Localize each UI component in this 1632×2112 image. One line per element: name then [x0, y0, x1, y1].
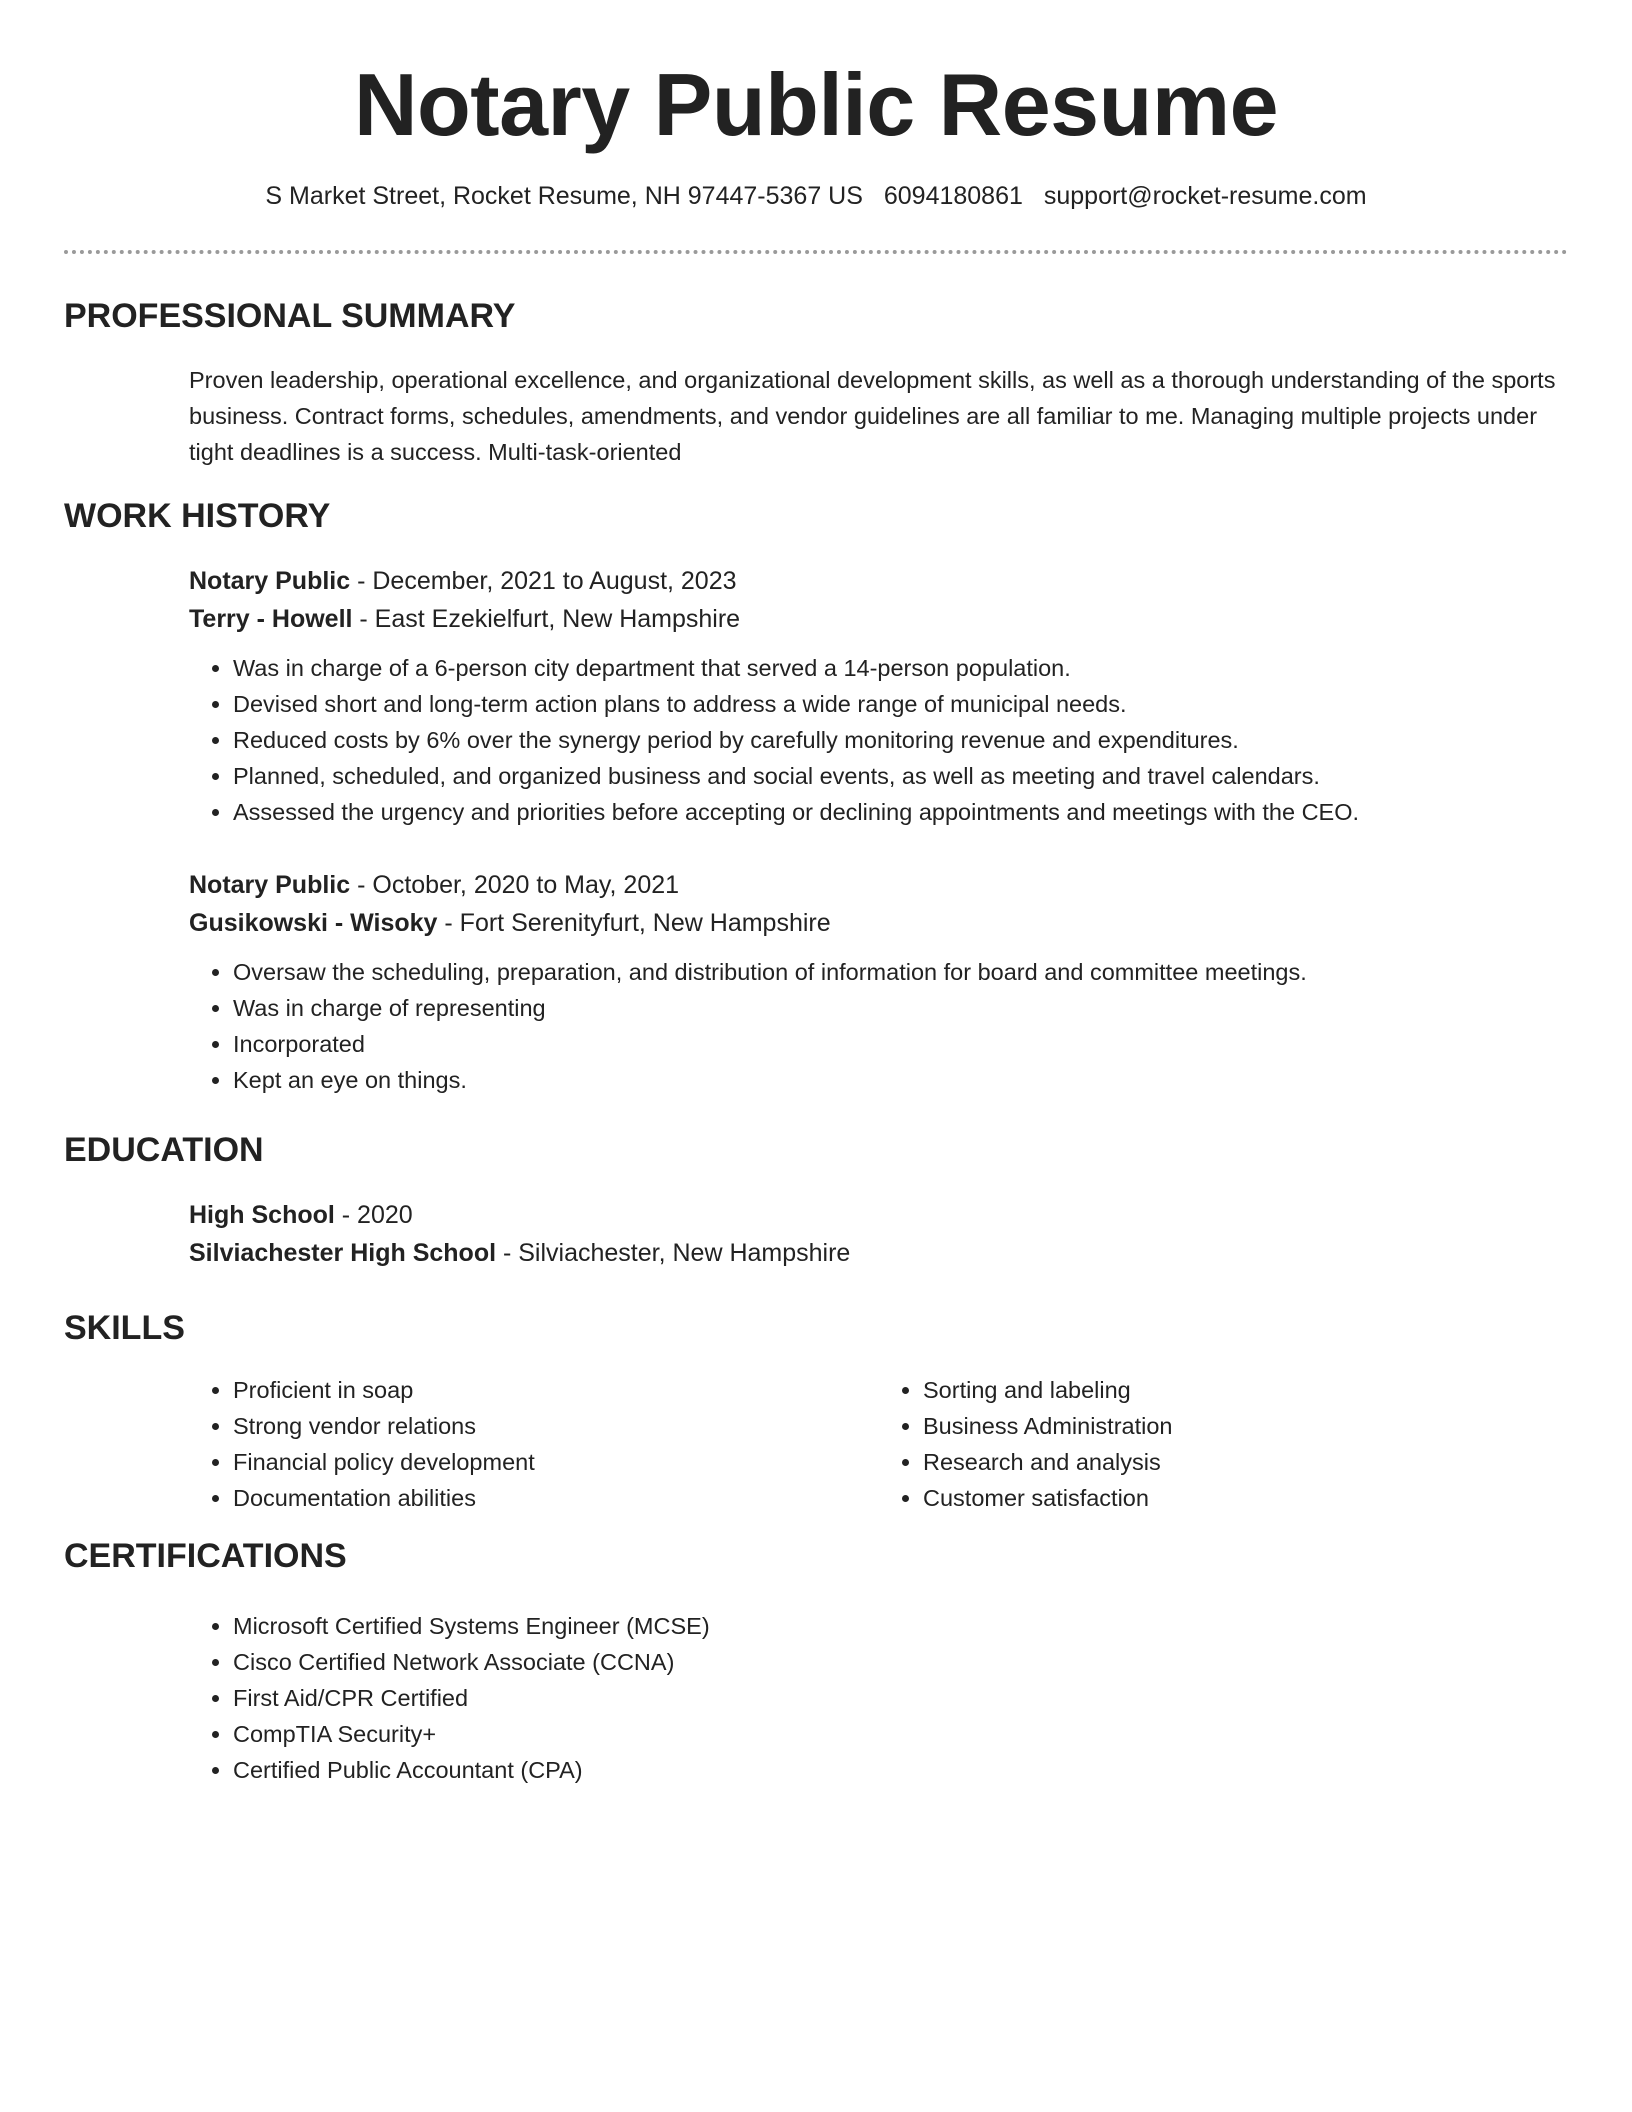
contact-phone: 6094180861 — [883, 182, 1023, 210]
skill-item: • Customer satisfaction — [923, 1480, 1569, 1516]
job-bullet: • Oversaw the scheduling, preparation, and distribution of information for board and committee meetings. — [233, 954, 1569, 990]
certification-item: • CompTIA Security+ — [233, 1716, 1569, 1752]
education-entry — [189, 1196, 1569, 1272]
certification-item: • First Aid/CPR Certified — [233, 1680, 1569, 1716]
job-bullets — [189, 954, 1569, 1098]
skill-item: • Sorting and labeling — [923, 1372, 1569, 1408]
work-history-heading: WORK HISTORY — [64, 497, 331, 535]
job-bullet: • Was in charge of representing — [233, 990, 1569, 1026]
contact-line — [0, 180, 1632, 213]
job-bullet: • Was in charge of a 6-person city department that served a 14-person population. — [233, 650, 1569, 686]
job-dates: - October, 2020 to May, 2021 — [350, 871, 680, 899]
job-location: - Fort Serenityfurt, New Hampshire — [437, 909, 831, 937]
header-divider — [64, 250, 1568, 254]
skill-item: • Financial policy development — [233, 1444, 879, 1480]
job-company: Gusikowski - Wisoky — [189, 909, 438, 937]
job-company-line — [189, 904, 1569, 942]
skills-block — [189, 1372, 1569, 1516]
skill-item: • Business Administration — [923, 1408, 1569, 1444]
contact-email: support@rocket-resume.com — [1043, 182, 1367, 210]
skills-heading: SKILLS — [64, 1309, 185, 1347]
job-company-line — [189, 600, 1569, 638]
skill-item: • Proficient in soap — [233, 1372, 879, 1408]
certification-item: • Certified Public Accountant (CPA) — [233, 1752, 1569, 1788]
job-bullets — [189, 650, 1569, 830]
skill-item: • Strong vendor relations — [233, 1408, 879, 1444]
job-bullet: • Reduced costs by 6% over the synergy period by carefully monitoring revenue and expenditures. — [233, 722, 1569, 758]
job-title: Notary Public — [189, 871, 351, 899]
job-bullet: • Planned, scheduled, and organized business and social events, as well as meeting and travel calendars. — [233, 758, 1569, 794]
education-degree-line — [189, 1196, 1569, 1234]
education-degree: High School — [189, 1201, 335, 1229]
certification-item: • Microsoft Certified Systems Engineer (MCSE) — [233, 1608, 1569, 1644]
job-location: - East Ezekielfurt, New Hampshire — [352, 605, 741, 633]
skills-grid — [189, 1372, 1569, 1516]
skills-list-right — [879, 1372, 1569, 1516]
job-dates: - December, 2021 to August, 2023 — [350, 567, 737, 595]
job-bullet: • Assessed the urgency and priorities before accepting or declining appointments and meetings with the CEO. — [233, 794, 1569, 830]
education-year: - 2020 — [334, 1201, 413, 1229]
education-heading: EDUCATION — [64, 1131, 264, 1169]
skill-item: • Research and analysis — [923, 1444, 1569, 1480]
certifications-list — [189, 1608, 1569, 1788]
job-company: Terry - Howell — [189, 605, 353, 633]
job-bullet: • Incorporated — [233, 1026, 1569, 1062]
job-bullet: • Devised short and long-term action plans to address a wide range of municipal needs. — [233, 686, 1569, 722]
certifications-block — [189, 1608, 1569, 1788]
contact-address: S Market Street, Rocket Resume, NH 97447-5367 US — [265, 182, 863, 210]
summary-block — [189, 362, 1569, 470]
education-school-line — [189, 1234, 1569, 1272]
resume-title: Notary Public Resume — [353, 55, 1279, 154]
skills-list-left — [189, 1372, 879, 1516]
job-entry — [189, 562, 1569, 830]
job-title-line — [189, 562, 1569, 600]
summary-heading: PROFESSIONAL SUMMARY — [64, 297, 516, 335]
education-school: Silviachester High School — [189, 1239, 497, 1267]
summary-text: Proven leadership, operational excellence, and organizational development skills, as well as a thorough understanding of the sports business. Contract forms, schedules, amendments, and vendor guidelines are all familiar to me. Managing multiple projects under tight deadlines is a success. Multi-task-oriented — [189, 367, 1556, 465]
job-bullet: • Kept an eye on things. — [233, 1062, 1569, 1098]
certifications-heading: CERTIFICATIONS — [64, 1537, 347, 1575]
job-title-line — [189, 866, 1569, 904]
job-entry — [189, 866, 1569, 1098]
certification-item: • Cisco Certified Network Associate (CCNA) — [233, 1644, 1569, 1680]
education-location: - Silviachester, New Hampshire — [496, 1239, 851, 1267]
skill-item: • Documentation abilities — [233, 1480, 879, 1516]
job-title: Notary Public — [189, 567, 351, 595]
